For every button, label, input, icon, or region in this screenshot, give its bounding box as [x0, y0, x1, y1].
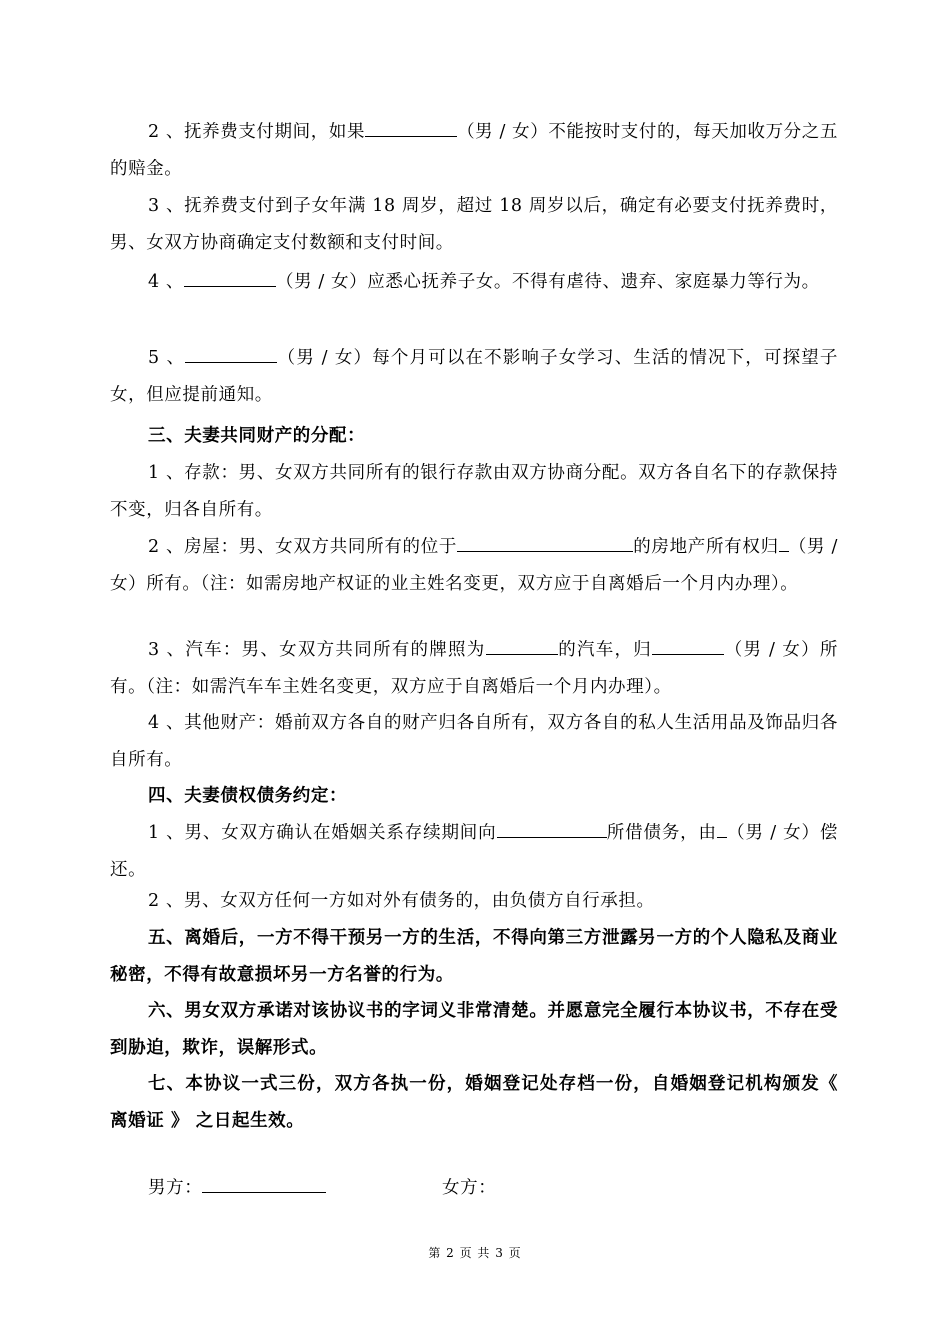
blank-line[interactable] [365, 118, 457, 137]
blank-line[interactable] [652, 636, 724, 655]
blank-line[interactable] [185, 344, 277, 363]
blank-line[interactable] [184, 268, 276, 287]
blank-line[interactable] [457, 533, 633, 552]
blank-line[interactable] [779, 533, 789, 552]
clause-visitation: 5 、 （男 / 女）每个月可以在不影响子女学习、生活的情况下，可探望子女，但应提前通知。 [110, 340, 838, 414]
section3-title: 三、夫妻共同财产的分配： [148, 426, 366, 446]
property-deposit: 1 、存款：男、女双方共同所有的银行存款由双方协商分配。双方各自名下的存款保持不变，归各自所有。 [110, 463, 838, 520]
property-other: 4 、其他财产：婚前双方各自的财产归各自所有，双方各自的私人生活用品及饰品归各自所有。 [110, 713, 838, 770]
clause-support-period: 2 、抚养费支付期间，如果 （男 / 女）不能按时支付的，每天加收万分之五的赔金。 [110, 114, 838, 188]
male-signature: 男方： [148, 1170, 326, 1207]
female-signature: 女方： [442, 1178, 497, 1198]
page-footer: 第 2 页 共 3 页 [428, 1246, 522, 1260]
blank-line[interactable] [486, 636, 558, 655]
blank-line[interactable] [717, 819, 727, 838]
male-signature-line[interactable] [202, 1174, 326, 1193]
property-house: 2 、房屋：男、女双方共同所有的位于 的房地产所有权归 （男 / 女）所有。（注：如需房地产权证的业主姓名变更，双方应于自离婚后一个月内办理）。 [110, 529, 838, 603]
blank-line[interactable] [497, 819, 607, 838]
clause-support-until-18: 3 、抚养费支付到子女年满 18 周岁，超过 18 周岁以后，确定有必要支付抚养费时，男、女双方协商确定支付数额和支付时间。 [110, 196, 838, 253]
section6-commitment: 六、男女双方承诺对该协议书的字词义非常清楚。并愿意完全履行本协议书，不存在受到胁迫，欺诈，误解形式。 [110, 1001, 838, 1058]
clause-raise-child: 4 、 （男 / 女）应悉心抚养子女。不得有虐待、遗弃、家庭暴力等行为。 [110, 264, 838, 301]
section4-title: 四、夫妻债权债务约定： [148, 786, 348, 806]
debt-clause-1: 1 、男、女双方确认在婚姻关系存续期间向 所借债务，由 （男 / 女）偿还。 [110, 815, 838, 889]
section7-effective: 七、本协议一式三份，双方各执一份，婚姻登记处存档一份，自婚姻登记机构颁发《 离婚证 》 之日起生效。 [110, 1074, 838, 1131]
property-car: 3 、汽车：男、女双方共同所有的牌照为 的汽车，归 （男 / 女）所有。（注：如需汽车车主姓名变更，双方应于自离婚后一个月内办理）。 [110, 632, 838, 706]
section5-privacy: 五、离婚后，一方不得干预另一方的生活，不得向第三方泄露另一方的个人隐私及商业秘密，不得有故意损坏另一方名誉的行为。 [110, 928, 838, 985]
debt-clause-2: 2 、男、女双方任何一方如对外有债务的，由负债方自行承担。 [148, 891, 655, 911]
